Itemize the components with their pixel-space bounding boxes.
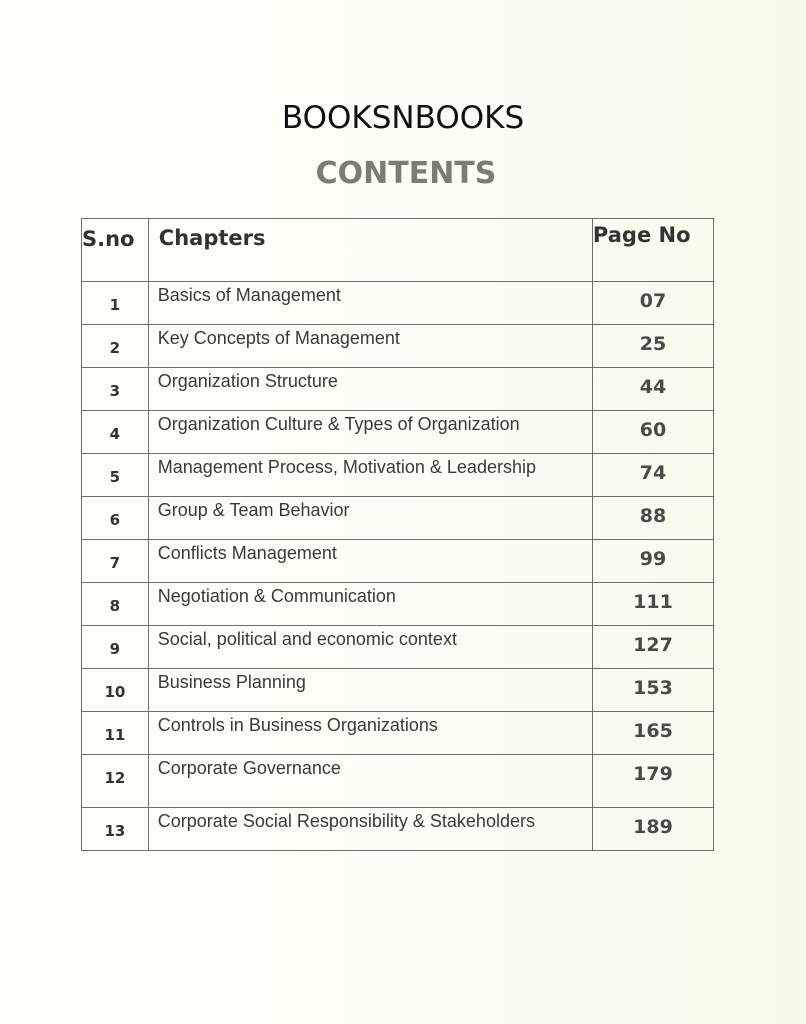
contents-table bbox=[81, 218, 714, 851]
row-chapter: Group & Team Behavior bbox=[148, 497, 592, 540]
header-sno: S.no bbox=[82, 219, 149, 282]
row-sno: 12 bbox=[82, 755, 149, 808]
row-page: 88 bbox=[592, 497, 713, 540]
table-row bbox=[82, 712, 714, 755]
table-row bbox=[82, 808, 714, 851]
row-chapter: Conflicts Management bbox=[148, 540, 592, 583]
row-sno: 1 bbox=[82, 282, 149, 325]
row-page: 60 bbox=[592, 411, 713, 454]
table-row bbox=[82, 368, 714, 411]
table-row bbox=[82, 583, 714, 626]
row-page: 44 bbox=[592, 368, 713, 411]
table-row bbox=[82, 497, 714, 540]
header-page-no: Page No bbox=[592, 219, 713, 282]
table-header-row bbox=[82, 219, 714, 282]
table-row bbox=[82, 540, 714, 583]
row-sno: 13 bbox=[82, 808, 149, 851]
row-chapter: Social, political and economic context bbox=[148, 626, 592, 669]
row-page: 179 bbox=[592, 755, 713, 808]
row-sno: 6 bbox=[82, 497, 149, 540]
table-row bbox=[82, 755, 714, 808]
row-chapter: Negotiation & Communication bbox=[148, 583, 592, 626]
row-page: 111 bbox=[592, 583, 713, 626]
header-chapters: Chapters bbox=[148, 219, 592, 282]
row-sno: 11 bbox=[82, 712, 149, 755]
row-sno: 2 bbox=[82, 325, 149, 368]
table-row bbox=[82, 325, 714, 368]
row-sno: 3 bbox=[82, 368, 149, 411]
table-row bbox=[82, 669, 714, 712]
row-sno: 9 bbox=[82, 626, 149, 669]
row-page: 127 bbox=[592, 626, 713, 669]
row-page: 25 bbox=[592, 325, 713, 368]
row-page: 189 bbox=[592, 808, 713, 851]
contents-heading: CONTENTS bbox=[315, 156, 497, 191]
row-chapter: Management Process, Motivation & Leadership bbox=[148, 454, 592, 497]
row-chapter: Key Concepts of Management bbox=[148, 325, 592, 368]
row-sno: 7 bbox=[82, 540, 149, 583]
row-chapter: Business Planning bbox=[148, 669, 592, 712]
row-chapter: Organization Culture & Types of Organization bbox=[148, 411, 592, 454]
row-page: 153 bbox=[592, 669, 713, 712]
row-sno: 5 bbox=[82, 454, 149, 497]
row-sno: 10 bbox=[82, 669, 149, 712]
row-sno: 8 bbox=[82, 583, 149, 626]
row-page: 165 bbox=[592, 712, 713, 755]
row-chapter: Controls in Business Organizations bbox=[148, 712, 592, 755]
table-row bbox=[82, 454, 714, 497]
row-chapter: Corporate Governance bbox=[148, 755, 592, 808]
row-page: 07 bbox=[592, 282, 713, 325]
row-chapter: Organization Structure bbox=[148, 368, 592, 411]
table-row bbox=[82, 282, 714, 325]
row-chapter: Basics of Management bbox=[148, 282, 592, 325]
row-page: 99 bbox=[592, 540, 713, 583]
row-page: 74 bbox=[592, 454, 713, 497]
row-chapter: Corporate Social Responsibility & Stakeholders bbox=[148, 808, 592, 851]
publisher-title: BOOKSNBOOKS bbox=[281, 100, 525, 136]
table-row bbox=[82, 626, 714, 669]
row-sno: 4 bbox=[82, 411, 149, 454]
table-row bbox=[82, 411, 714, 454]
